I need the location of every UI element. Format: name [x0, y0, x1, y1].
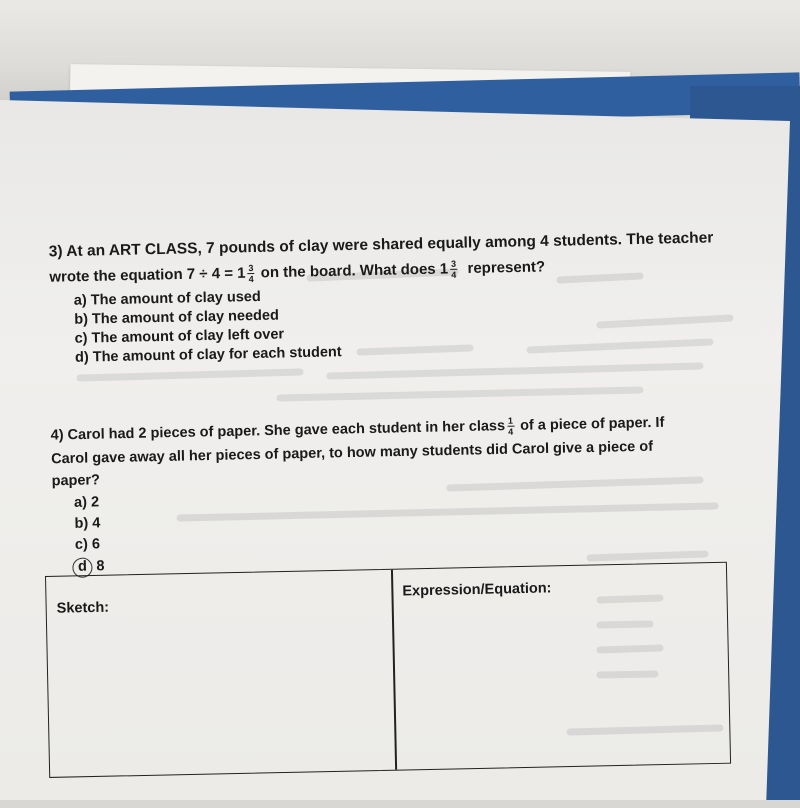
- q4-line-1-text: 4) Carol had 2 pieces of paper. She gave each student in her class: [50, 418, 506, 444]
- q4-line-3: paper?: [51, 472, 101, 490]
- q4-option-d-selected[interactable]: d 8: [75, 557, 105, 578]
- q3-line-1: 3) At an ART CLASS, 7 pounds of clay were shared equally among 4 students. The teacher: [48, 229, 714, 261]
- q3-option-c: c) The amount of clay left over: [74, 326, 285, 347]
- q4-line-2: Carol gave away all her pieces of paper, to how many students did Carol give a piece of: [50, 438, 654, 468]
- q3-line-2: [49, 257, 545, 288]
- q3-question-text: on the board. What does 1: [260, 260, 449, 282]
- q3-option-b: b) The amount of clay needed: [74, 307, 280, 328]
- q3-option-d: d) The amount of clay for each student: [74, 344, 342, 366]
- q3-represent-text: represent?: [467, 258, 546, 278]
- q3-fraction: $\frac{3}{4}$: [248, 263, 254, 285]
- q4-option-a: a) 2: [73, 494, 100, 511]
- q3-option-a: a) The amount of clay used: [73, 288, 261, 309]
- q3-equation-text: wrote the equation 7 ÷ 4 = 1: [49, 264, 246, 286]
- q4-option-c: c) 6: [74, 536, 101, 553]
- work-table: [45, 562, 731, 778]
- q4-fraction: $\frac{1}{4}$: [507, 415, 514, 437]
- q3-fraction-2: $\frac{3}{4}$: [450, 258, 457, 280]
- expression-equation-label: Expression/Equation:: [402, 580, 552, 600]
- expression-area[interactable]: [394, 593, 730, 770]
- answer-circle: d: [72, 557, 92, 577]
- sketch-label: Sketch:: [56, 599, 110, 617]
- q4-option-b: b) 4: [74, 515, 101, 532]
- q4-line-1-end: of a piece of paper. If: [519, 414, 665, 434]
- sketch-area[interactable]: [47, 600, 395, 777]
